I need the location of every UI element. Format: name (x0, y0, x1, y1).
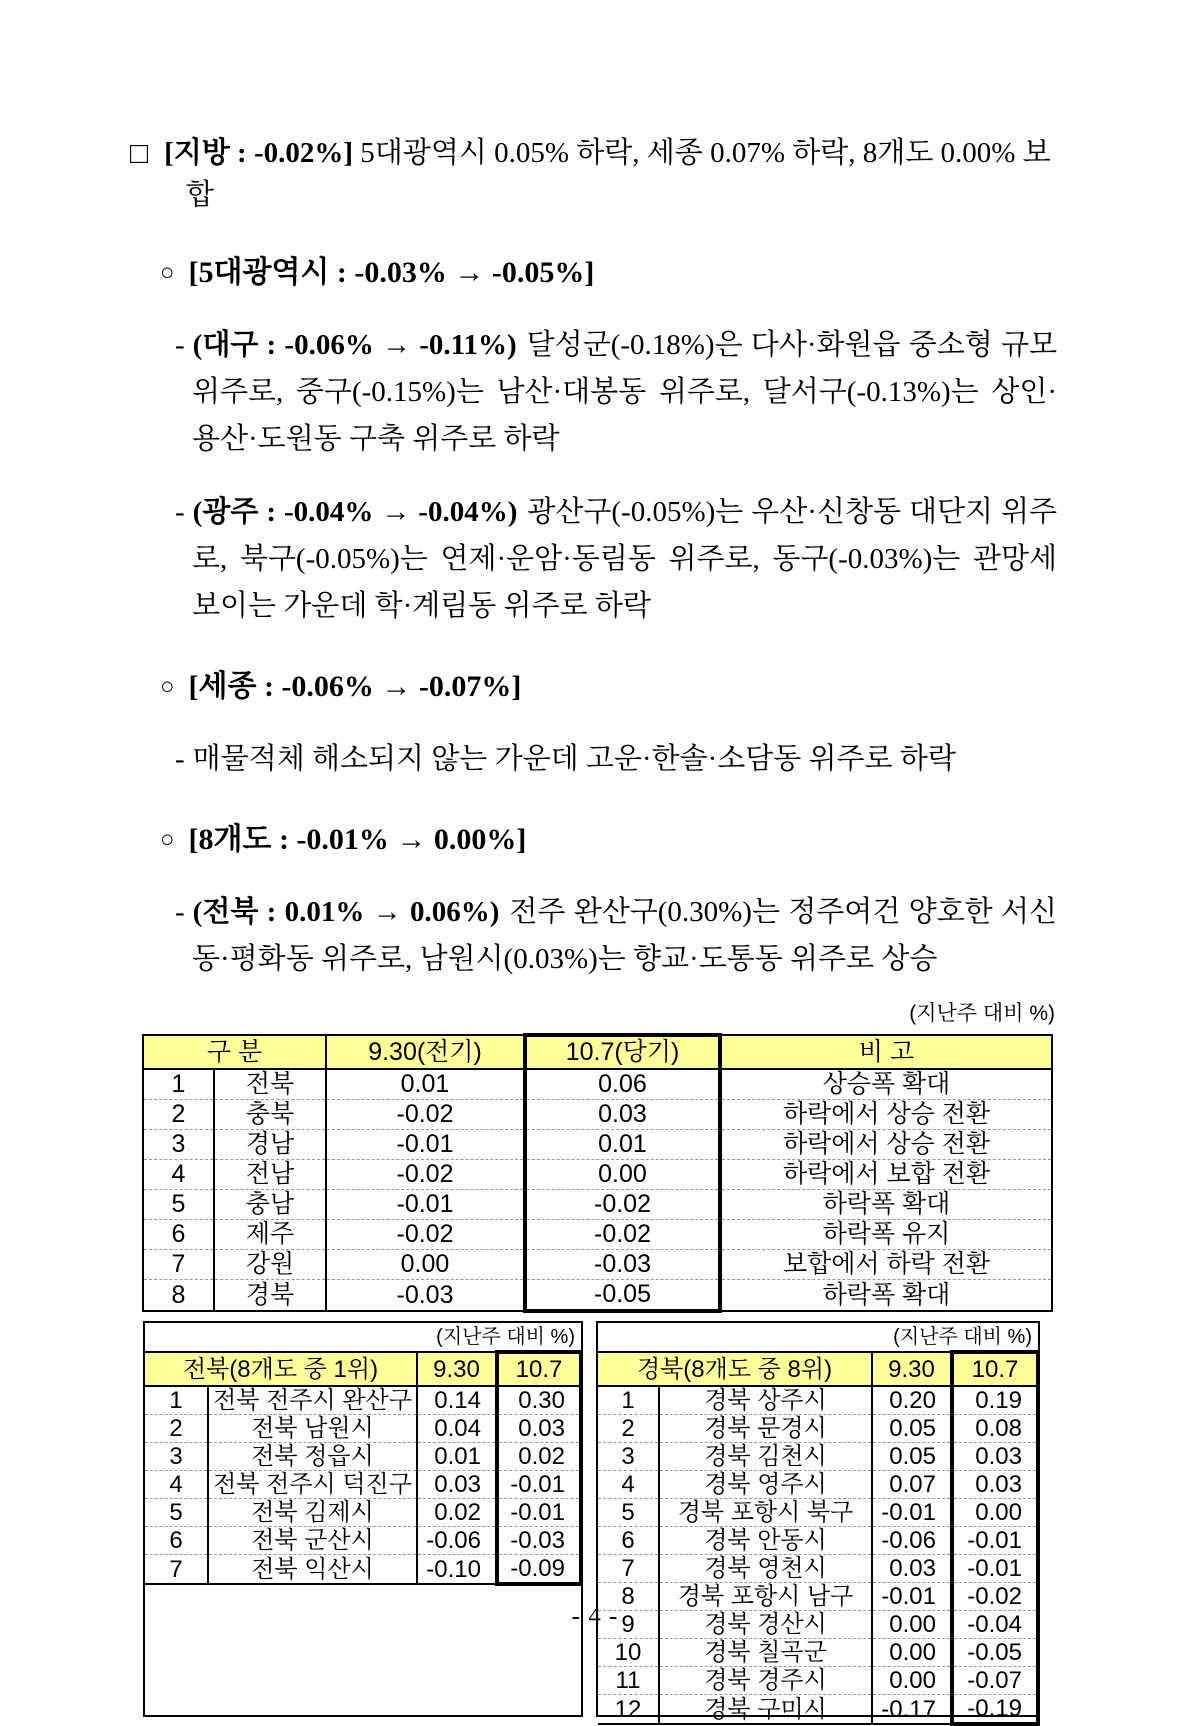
table-header-row (145, 1352, 581, 1386)
page-number: - 4 - (571, 1603, 619, 1630)
cell-curr: -0.04 (952, 1611, 1038, 1639)
cell-no: 4 (145, 1471, 208, 1499)
paragraph-text: 매물적체 해소되지 않는 가운데 고운·한솔·소담동 위주로 하락 (192, 743, 956, 775)
table-row (143, 1160, 1052, 1190)
cell-no: 5 (598, 1499, 659, 1527)
table-row (598, 1471, 1038, 1499)
cell-prev: 0.20 (872, 1386, 952, 1415)
table-row (598, 1415, 1038, 1443)
cell-curr: -0.02 (525, 1190, 720, 1220)
cell-curr: 0.19 (952, 1386, 1038, 1415)
cell-no: 2 (143, 1100, 214, 1130)
cell-curr: 0.00 (952, 1499, 1038, 1527)
cell-note: 하락에서 상승 전환 (720, 1100, 1052, 1130)
subsection-label: [5대광역시 : -0.03% → -0.05%] (188, 256, 595, 289)
header-prev: 9.30 (872, 1352, 952, 1386)
paragraph-text: 광산구(-0.05%)는 우산·신창동 대단지 위주로, 북구(-0.05%)는 연제·운암·동림동 위주로, 동구(-0.03%)는 관망세 보이는 가운데 학·계림동 위주로 하락 (192, 496, 1057, 622)
table-row (145, 1555, 581, 1585)
gyeongbuk-table-box (596, 1321, 1040, 1723)
cell-region: 경북 포항시 북구 (659, 1499, 872, 1527)
table-row (143, 1280, 1052, 1312)
table-row (598, 1527, 1038, 1555)
cell-no: 5 (145, 1499, 208, 1527)
cell-region: 전남 (214, 1160, 326, 1190)
cell-region: 전북 전주시 완산구 (208, 1386, 417, 1415)
cell-region: 전북 (214, 1069, 326, 1100)
table-row (145, 1471, 581, 1499)
cell-region: 전북 정읍시 (208, 1443, 417, 1471)
cell-no: 7 (145, 1555, 208, 1585)
square-bullet-icon: □ (130, 137, 149, 170)
cell-curr: -0.03 (497, 1527, 581, 1555)
jeonbuk-table-caption: (지난주 대비 %) (436, 1326, 575, 1348)
cell-no: 5 (143, 1190, 214, 1220)
paragraph-gwangju (175, 489, 1057, 630)
cell-prev: 0.03 (417, 1471, 497, 1499)
cell-region: 전북 익산시 (208, 1555, 417, 1585)
cell-prev: -0.03 (326, 1280, 525, 1312)
table-row (143, 1069, 1052, 1100)
table-row (598, 1386, 1038, 1415)
cell-prev: 0.14 (417, 1386, 497, 1415)
cell-curr: 0.03 (952, 1443, 1038, 1471)
cell-curr: -0.09 (497, 1555, 581, 1585)
cell-prev: 0.00 (872, 1667, 952, 1695)
cell-curr: 0.03 (952, 1471, 1038, 1499)
cell-region: 경북 칠곡군 (659, 1639, 872, 1667)
table-row (143, 1100, 1052, 1130)
cell-prev: 0.01 (326, 1069, 525, 1100)
table-row (143, 1130, 1052, 1160)
table-row (598, 1695, 1038, 1725)
cell-curr: 0.08 (952, 1415, 1038, 1443)
table-row (598, 1555, 1038, 1583)
header-curr: 10.7(당기) (525, 1035, 720, 1069)
cell-prev: -0.02 (326, 1220, 525, 1250)
table-header-row (143, 1035, 1052, 1069)
paragraph-sejong (175, 736, 1057, 783)
cell-no: 1 (621, 1387, 635, 1414)
paragraph-jeonbuk (175, 889, 1057, 983)
header-title: 전북(8개도 중 1위) (145, 1352, 417, 1386)
circle-bullet-icon: ○ (160, 674, 175, 700)
cell-note: 보합에서 하락 전환 (720, 1250, 1052, 1280)
cell-region: 경북 경주시 (659, 1667, 872, 1695)
paragraph-text: 전주 완산구(0.30%)는 정주여건 양호한 서신동·평화동 위주로, 남원시(0.03%)는 향교·도통동 위주로 상승 (192, 896, 1058, 975)
paragraph-text: 달성군(-0.18%)은 다사·화원읍 중소형 규모 위주로, 중구(-0.15%)는 남산·대봉동 위주로, 달서구(-0.13%)는 상인·용산·도원동 구축 위주로 하락 (192, 329, 1057, 455)
cell-prev: 0.07 (872, 1471, 952, 1499)
title-text: 5대광역시 0.05% 하락, 세종 0.07% 하락, 8개도 0.00% 보합 (186, 137, 1051, 211)
subsection-sejong (160, 666, 1057, 710)
cell-prev: 0.05 (872, 1443, 952, 1471)
cell-curr: 0.03 (525, 1100, 720, 1130)
cell-region: 경북 (214, 1280, 326, 1312)
subsection-label: [세종 : -0.06% → -0.07%] (188, 670, 522, 703)
section-title (130, 132, 1057, 216)
cell-region: 경북 김천시 (659, 1443, 872, 1471)
cell-no: 3 (143, 1130, 214, 1160)
jeonbuk-table-box (143, 1321, 583, 1717)
cell-region: 경북 상주시 (659, 1386, 872, 1415)
cell-region: 경북 구미시 (659, 1695, 872, 1725)
cell-curr: -0.02 (952, 1583, 1038, 1611)
dash-bullet-icon: - (175, 329, 185, 361)
gyeongbuk-rank-table (598, 1350, 1040, 1726)
cell-note: 하락에서 상승 전환 (720, 1130, 1052, 1160)
cell-prev: -0.06 (417, 1527, 497, 1555)
cell-prev: 0.04 (417, 1415, 497, 1443)
cell-curr: 0.01 (525, 1130, 720, 1160)
cell-no: 12 (598, 1695, 659, 1725)
cell-curr: -0.07 (952, 1667, 1038, 1695)
dash-bullet-icon: - (175, 496, 185, 528)
cell-no: 8 (598, 1583, 659, 1611)
region-summary-table (142, 1033, 1053, 1313)
table-row (143, 1190, 1052, 1220)
circle-bullet-icon: ○ (160, 827, 175, 853)
dash-bullet-icon: - (175, 896, 185, 928)
header-title: 경북(8개도 중 8위) (598, 1352, 872, 1386)
cell-no: 7 (143, 1250, 214, 1280)
cell-curr: -0.05 (952, 1639, 1038, 1667)
table-row (143, 1250, 1052, 1280)
table-row (145, 1443, 581, 1471)
cell-curr: -0.01 (497, 1499, 581, 1527)
cell-curr: 0.03 (497, 1415, 581, 1443)
cell-prev: 0.02 (417, 1499, 497, 1527)
gyeongbuk-table-caption: (지난주 대비 %) (893, 1326, 1032, 1348)
subsection-label: [8개도 : -0.01% → 0.00%] (188, 823, 527, 856)
cell-prev: -0.01 (326, 1130, 525, 1160)
cell-curr: -0.01 (952, 1527, 1038, 1555)
header-curr: 10.7 (497, 1352, 581, 1386)
cell-curr: -0.01 (497, 1471, 581, 1499)
cell-region: 전북 김제시 (208, 1499, 417, 1527)
cell-region: 충남 (214, 1190, 326, 1220)
cell-prev: -0.01 (872, 1499, 952, 1527)
cell-no: 3 (145, 1443, 208, 1471)
cell-no: 6 (143, 1220, 214, 1250)
cell-region: 경북 영천시 (659, 1555, 872, 1583)
cell-prev: 0.00 (872, 1611, 952, 1639)
table-row (598, 1443, 1038, 1471)
page-content (130, 0, 1058, 1723)
cell-prev: -0.02 (326, 1100, 525, 1130)
cell-prev: -0.01 (326, 1190, 525, 1220)
table-row (145, 1527, 581, 1555)
cell-no: 4 (598, 1471, 659, 1499)
paragraph-lead: (대구 : -0.06% → -0.11%) (192, 329, 517, 361)
jeonbuk-rank-table (145, 1350, 583, 1586)
cell-region: 경북 문경시 (659, 1415, 872, 1443)
paragraph-lead: (전북 : 0.01% → 0.06%) (192, 896, 500, 928)
cell-prev: -0.10 (417, 1555, 497, 1585)
table-row (145, 1499, 581, 1527)
cell-region: 제주 (214, 1220, 326, 1250)
header-note: 비 고 (720, 1035, 1052, 1069)
table-row (598, 1499, 1038, 1527)
cell-note: 상승폭 확대 (720, 1069, 1052, 1100)
cell-no: 3 (598, 1443, 659, 1471)
cell-region: 경북 경산시 (659, 1611, 872, 1639)
cell-region: 충북 (214, 1100, 326, 1130)
table-row (143, 1220, 1052, 1250)
cell-no: 8 (143, 1280, 214, 1312)
cell-curr: -0.03 (525, 1250, 720, 1280)
paragraph-daegu (175, 322, 1057, 463)
cell-note: 하락폭 확대 (720, 1280, 1052, 1312)
table-header-row (598, 1352, 1038, 1386)
header-prev: 9.30 (417, 1352, 497, 1386)
cell-no: 2 (598, 1415, 659, 1443)
title-strong: [지방 : -0.02%] (164, 137, 354, 169)
cell-note: 하락폭 유지 (720, 1220, 1052, 1250)
cell-curr: -0.19 (952, 1695, 1038, 1725)
cell-prev: 0.03 (872, 1555, 952, 1583)
cell-region: 전북 남원시 (208, 1415, 417, 1443)
cell-prev: -0.06 (872, 1527, 952, 1555)
main-table-caption: (지난주 대비 %) (909, 1002, 1055, 1025)
cell-no: 1 (143, 1069, 214, 1100)
cell-region: 경남 (214, 1130, 326, 1160)
paragraph-lead: (광주 : -0.04% → -0.04%) (192, 496, 518, 528)
cell-note: 하락에서 보합 전환 (720, 1160, 1052, 1190)
cell-prev: -0.01 (872, 1583, 952, 1611)
cell-no: 9 (598, 1611, 659, 1639)
cell-no: 6 (145, 1527, 208, 1555)
cell-curr: 0.30 (497, 1386, 581, 1415)
header-curr: 10.7 (952, 1352, 1038, 1386)
cell-region: 경북 포항시 남구 (659, 1583, 872, 1611)
cell-prev: 0.00 (326, 1250, 525, 1280)
cell-curr: -0.01 (952, 1555, 1038, 1583)
table-row (145, 1386, 581, 1415)
table-row (145, 1415, 581, 1443)
header-group: 구 분 (143, 1035, 326, 1069)
cell-region: 전북 전주시 덕진구 (208, 1471, 417, 1499)
cell-prev: -0.17 (872, 1695, 952, 1725)
cell-curr: 0.02 (497, 1443, 581, 1471)
cell-no: 6 (598, 1527, 659, 1555)
cell-prev: 0.01 (417, 1443, 497, 1471)
cell-no: 2 (145, 1415, 208, 1443)
circle-bullet-icon: ○ (160, 260, 175, 286)
cell-curr: 0.00 (525, 1160, 720, 1190)
cell-region: 강원 (214, 1250, 326, 1280)
cell-region: 전북 군산시 (208, 1527, 417, 1555)
cell-prev: 0.05 (872, 1415, 952, 1443)
subsection-5metro (160, 252, 1057, 296)
cell-note: 하락폭 확대 (720, 1190, 1052, 1220)
cell-curr: -0.02 (525, 1220, 720, 1250)
subsection-8do (160, 819, 1057, 863)
cell-prev: -0.02 (326, 1160, 525, 1190)
cell-curr: 0.06 (525, 1069, 720, 1100)
cell-prev: 0.00 (872, 1639, 952, 1667)
header-prev: 9.30(전기) (326, 1035, 525, 1069)
dash-bullet-icon: - (175, 743, 185, 775)
table-row (598, 1667, 1038, 1695)
cell-region: 경북 영주시 (659, 1471, 872, 1499)
cell-no: 11 (598, 1667, 659, 1695)
cell-curr: -0.05 (525, 1280, 720, 1312)
cell-no: 7 (598, 1555, 659, 1583)
cell-no: 10 (598, 1639, 659, 1667)
twin-tables (130, 1321, 1057, 1723)
cell-no: 4 (143, 1160, 214, 1190)
table-row (598, 1639, 1038, 1667)
cell-region: 경북 안동시 (659, 1527, 872, 1555)
cell-no: 1 (169, 1387, 183, 1414)
